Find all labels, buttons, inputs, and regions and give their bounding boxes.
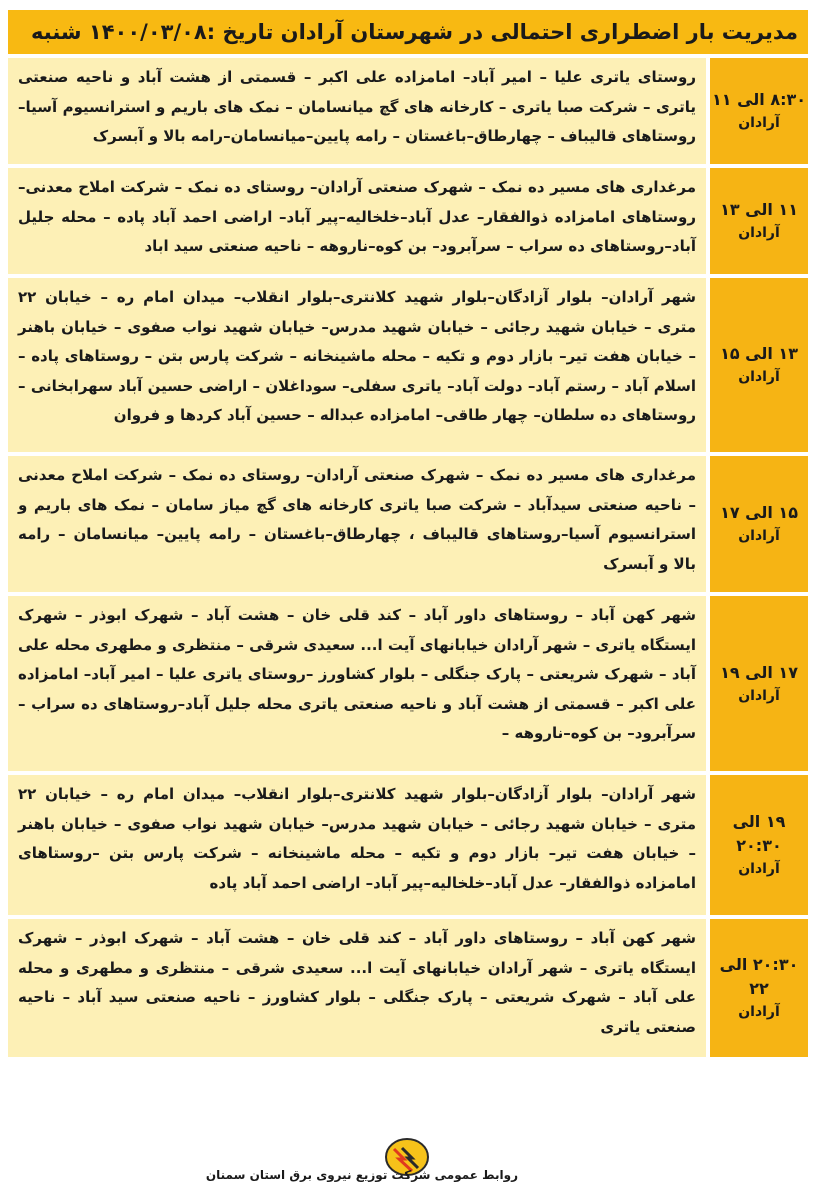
schedule-sheet: [8, 10, 808, 1061]
time-place: آرادان: [738, 115, 780, 131]
time-range: ۸:۳۰ الی ۱۱: [711, 90, 807, 109]
schedule-row: [8, 919, 808, 1061]
time-place: آرادان: [738, 1004, 780, 1020]
areas-list: مرغداری های مسیر ده نمک – شهرک صنعتی آرادان– روستای ده نمک – شرکت املاح معدنی– روستاهای امامزاده ذوالفقار– عدل آباد–خلخالیه–پیر آباد– اراضی احمد آباد پاده – محله جلیل آباد–روستاهای ده سراب – سرآبرود– بن کوه–ناروهه – ناحیه صنعتی سید اباد: [8, 168, 706, 274]
footer-text: روابط عمومی شرکت توزیع نیروی برق استان سمنان: [205, 1168, 518, 1182]
time-range: ۱۷ الی ۱۹: [720, 662, 798, 682]
areas-list: مرغداری های مسیر ده نمک – شهرک صنعتی آرادان– روستای ده نمک – شرکت املاح معدنی – ناحیه صنعتی سیدآباد – شرکت صبا یاتری کارخانه های گچ میاز سامان – نمک های باریم و استرانسیوم آسیا–روستاهای قالیباف ، چهارطاق–باغستان – رامه پایین– میانسامان – رامه بالا و آبسرک: [8, 456, 706, 592]
time-cell: [706, 456, 808, 592]
footer: [0, 1125, 818, 1191]
schedule-row: [8, 168, 808, 278]
page-title: مدیریت بار اضطراری احتمالی در شهرستان آرادان تاریخ :۱۴۰۰/۰۳/۰۸ شنبه: [8, 10, 808, 58]
time-cell: [706, 596, 808, 771]
time-cell: [706, 278, 808, 452]
areas-list: شهر کهن آباد – روستاهای داور آباد – کند قلی خان – هشت آباد – شهرک ابوذر – شهرک ایستگاه یاتری – شهر آرادان خیابانهای آیت ا... سعیدی شرقی – منتظری و مطهری و محله علی آباد – شهرک شریعتی – پارک جنگلی – بلوار کشاورز – ناحیه صنعتی سید آباد – ناحیه صنعتی یاتری: [8, 919, 706, 1057]
time-cell: [706, 58, 808, 164]
time-place: آرادان: [738, 369, 780, 385]
schedule-row: [8, 775, 808, 919]
time-range: ۱۳ الی ۱۵: [720, 344, 798, 363]
time-cell: [706, 168, 808, 274]
schedule-row: [8, 456, 808, 596]
schedule-row: [8, 596, 808, 775]
time-cell: [706, 775, 808, 915]
areas-list: روستای یاتری علیا – امیر آباد– امامزاده علی اکبر – قسمتی از هشت آباد و ناحیه صنعتی یاتری – شرکت صبا یاتری – کارخانه های گچ میانسامان – نمک های باریم و استرانسیوم آسیا–روستاهای قالیباف – چهارطاق–باغستان – رامه پایین–میانسامان–رامه بالا و آبسرک: [8, 58, 706, 164]
areas-list: شهر آرادان– بلوار آزادگان–بلوار شهید کلانتری–بلوار انقلاب– میدان امام ره – خیابان ۲۲ متری – خیابان شهید رجائی – خیابان شهید مدرس– خیابان شهید نواب صفوی – خیابان باهنر – خیابان هفت تیر– بازار دوم و تکیه – محله ماشینخانه – شرکت پارس بتن –روستاهای امامزاده ذوالفقار– عدل آباد–خلخالیه–پیر آباد– اراضی احمد آباد پاده: [8, 775, 706, 915]
time-place: آرادان: [738, 687, 780, 704]
schedule-row: [8, 58, 808, 168]
time-place: آرادان: [738, 225, 780, 241]
areas-list: شهر کهن آباد – روستاهای داور آباد – کند قلی خان – هشت آباد – شهرک ابوذر – شهرک ایستگاه یاتری – شهر آرادان خیابانهای آیت ا... سعیدی شرقی – منتظری و مطهری محله علی آباد – شهرک شریعتی – پارک جنگلی – بلوار کشاورز –روستای یاتری علیا – امیر آباد– امامزاده علی اکبر – قسمتی از هشت آباد و ناحیه صنعتی یاتری محله جلیل آباد–روستاهای ده سراب – سرآبرود– بن کوه–ناروهه –: [8, 596, 706, 771]
time-place: آرادان: [738, 528, 780, 544]
schedule-row: [8, 278, 808, 456]
time-range: ۱۵ الی ۱۷: [720, 503, 798, 522]
areas-list: شهر آرادان– بلوار آزادگان–بلوار شهید کلانتری–بلوار انقلاب– میدان امام ره – خیابان ۲۲ متری – خیابان شهید رجائی – خیابان شهید مدرس– خیابان شهید نواب صفوی – خیابان باهنر – خیابان هفت تیر– بازار دوم و تکیه – محله ماشینخانه – شرکت پارس بتن – روستاهای پاده – اسلام آباد – رستم آباد– دولت آباد– یاتری سفلی– سوداغلان – اراضی حسین آباد سهرابخانی – روستاهای ده سلطان– چهار طاقی– امامزاده عبداله – حسین آباد کردها و فروان: [8, 278, 706, 452]
time-range: ۲۰:۳۰ الی ۲۲: [719, 955, 799, 998]
time-place: آرادان: [738, 861, 780, 877]
time-range: ۱۱ الی ۱۳: [720, 200, 798, 219]
time-cell: [706, 919, 808, 1057]
time-range: ۱۹ الی ۲۰:۳۰: [732, 812, 786, 855]
